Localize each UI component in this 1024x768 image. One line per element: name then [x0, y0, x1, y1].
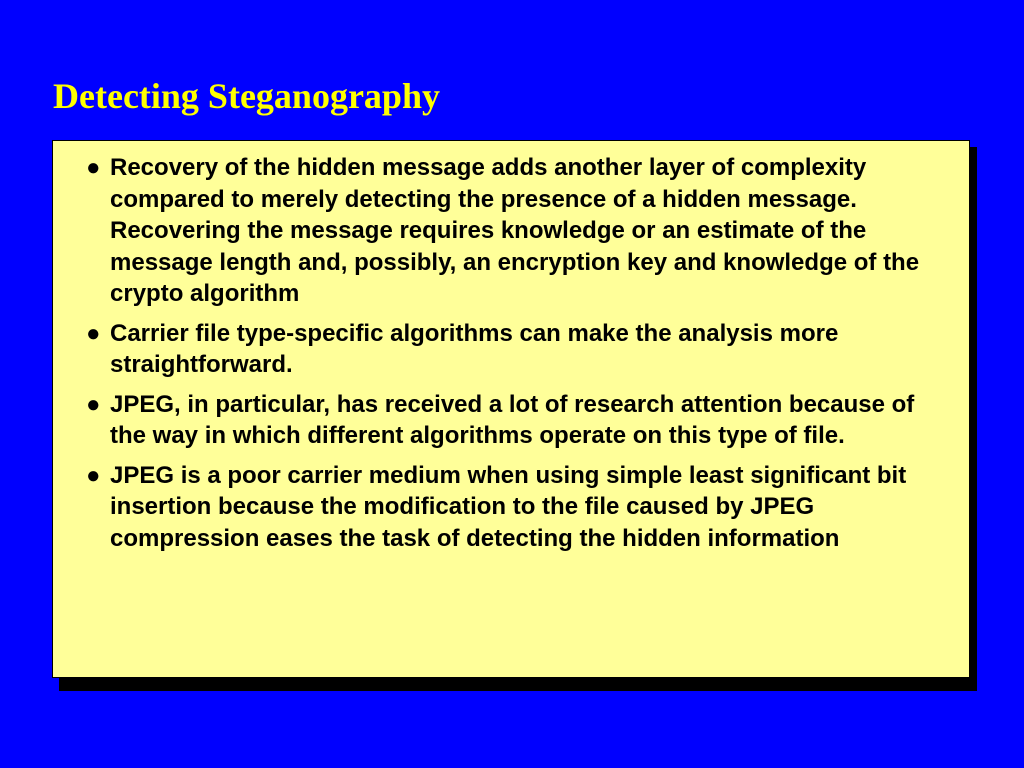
bullet-text: Carrier file type-specific algorithms can make the analysis more straightforward. [110, 319, 839, 378]
bullet-text: JPEG, in particular, has received a lot of research attention because of the way in which different algorithms operate on this type of file. [110, 390, 915, 449]
bullet-text: JPEG is a poor carrier medium when using simple least significant bit insertion because the modification to the file caused by JPEG compression eases the task of detecting the hidden information [110, 461, 907, 552]
bullet-dot-icon: ● [86, 390, 101, 418]
bullet-dot-icon: ● [86, 319, 101, 347]
slide-title: Detecting Steganography [53, 76, 440, 116]
bullet-list [86, 152, 936, 562]
bullet-dot-icon: ● [86, 461, 101, 489]
content-box [52, 140, 970, 678]
bullet-dot-icon: ● [86, 154, 101, 181]
bullet-item-jpeg-carrier [86, 460, 936, 555]
bullet-item-jpeg-research [86, 389, 936, 452]
bullet-text: Recovery of the hidden message adds another layer of complexity compared to merely detecting the presence of a hidden message. Recovering the message requires knowledge or an estimate of the message length and, possibly, an encryption key and knowledge of the crypto algorithm [110, 154, 920, 307]
bullet-item-recovery [86, 152, 936, 310]
bullet-item-carrier-algorithms [86, 318, 936, 381]
